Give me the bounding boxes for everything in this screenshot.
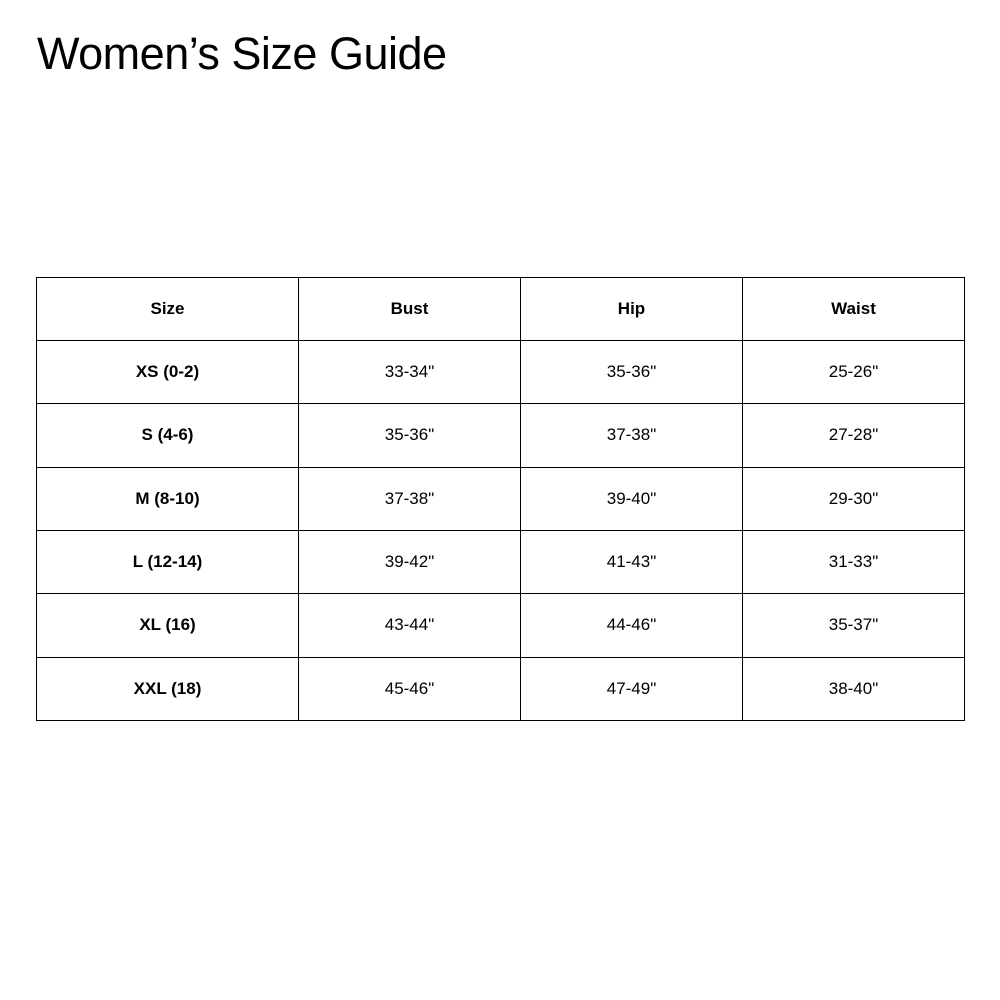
page-title: Women’s Size Guide bbox=[37, 28, 447, 79]
size-cell: M (8-10) bbox=[37, 467, 299, 530]
hip-cell: 47-49" bbox=[521, 657, 743, 720]
waist-cell: 25-26" bbox=[743, 341, 965, 404]
waist-cell: 35-37" bbox=[743, 594, 965, 657]
waist-cell: 29-30" bbox=[743, 467, 965, 530]
bust-cell: 35-36" bbox=[299, 404, 521, 467]
size-cell: XS (0-2) bbox=[37, 341, 299, 404]
hip-cell: 41-43" bbox=[521, 530, 743, 593]
hip-cell: 44-46" bbox=[521, 594, 743, 657]
header-hip: Hip bbox=[521, 278, 743, 341]
size-cell: L (12-14) bbox=[37, 530, 299, 593]
table-row bbox=[37, 657, 965, 720]
waist-cell: 38-40" bbox=[743, 657, 965, 720]
header-size: Size bbox=[37, 278, 299, 341]
size-cell: XL (16) bbox=[37, 594, 299, 657]
bust-cell: 37-38" bbox=[299, 467, 521, 530]
header-bust: Bust bbox=[299, 278, 521, 341]
size-cell: XXL (18) bbox=[37, 657, 299, 720]
table-header-row bbox=[37, 278, 965, 341]
table-row bbox=[37, 467, 965, 530]
hip-cell: 39-40" bbox=[521, 467, 743, 530]
table-row bbox=[37, 404, 965, 467]
hip-cell: 37-38" bbox=[521, 404, 743, 467]
waist-cell: 27-28" bbox=[743, 404, 965, 467]
size-guide-table bbox=[36, 277, 965, 721]
size-cell: S (4-6) bbox=[37, 404, 299, 467]
table-row bbox=[37, 530, 965, 593]
bust-cell: 45-46" bbox=[299, 657, 521, 720]
bust-cell: 43-44" bbox=[299, 594, 521, 657]
bust-cell: 39-42" bbox=[299, 530, 521, 593]
table-row bbox=[37, 341, 965, 404]
waist-cell: 31-33" bbox=[743, 530, 965, 593]
header-waist: Waist bbox=[743, 278, 965, 341]
table-row bbox=[37, 594, 965, 657]
bust-cell: 33-34" bbox=[299, 341, 521, 404]
hip-cell: 35-36" bbox=[521, 341, 743, 404]
